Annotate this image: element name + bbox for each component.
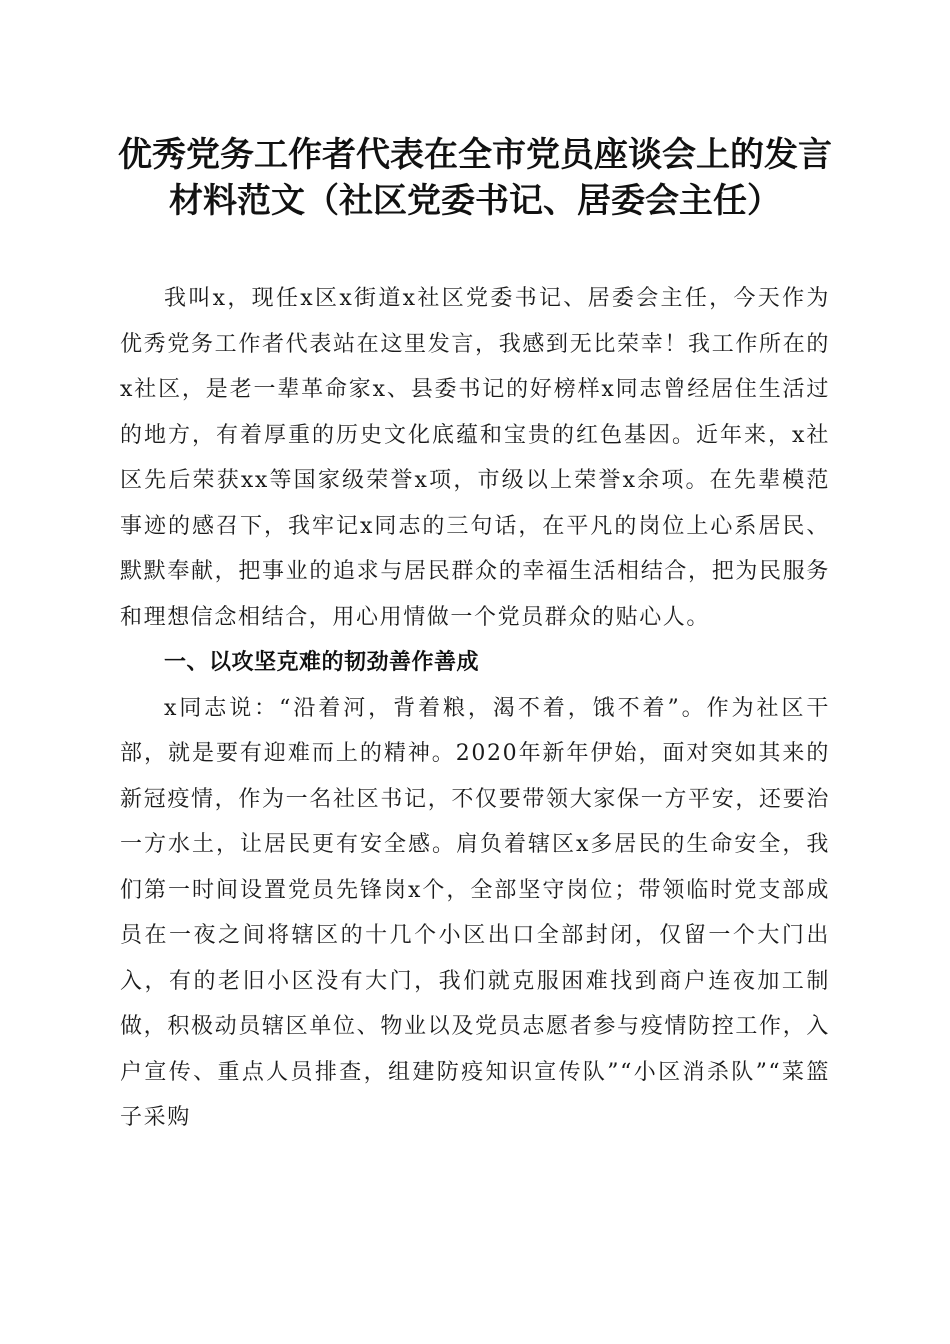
section-heading: 一、以攻坚克难的韧劲善作善成 — [164, 650, 480, 675]
section-paragraph: x同志说：“沿着河，背着粮，渴不着，饿不着”。作为社区干部，就是要有迎难而上的精神。2020年新年伊始，面对突如其来的新冠疫情，作为一名社区书记，不仅要带领大家保一方平安，还要治一方水土，让居民更有安全感。肩负着辖区x多居民的生命安全，我们第一时间设置党员先锋岗x个，全部坚守岗位；带领临时党支部成员在一夜之间将辖区的十几个小区出口全部封闭，仅留一个大门出入，有的老旧小区没有大门，我们就克服困难找到商户连夜加工制做，积极动员辖区单位、物业以及党员志愿者参与疫情防控工作，入户宣传、重点人员排查，组建防疫知识宣传队”“小区消杀队”“菜篮子采购 — [120, 695, 830, 1130]
document-title: 优秀党务工作者代表在全市党员座谈会上的发言材料范文（社区党委书记、居委会主任） — [118, 135, 832, 221]
document-body — [120, 276, 830, 1141]
intro-paragraph: 我叫x，现任x区x街道x社区党委书记、居委会主任，今天作为优秀党务工作者代表站在这里发言，我感到无比荣幸！我工作所在的x社区，是老一辈革命家x、县委书记的好榜样x同志曾经居住生活过的地方，有着厚重的历史文化底蕴和宝贵的红色基因。近年来，x社区先后荣获xx等国家级荣誉x项，市级以上荣誉x余项。在先辈模范事迹的感召下，我牢记x同志的三句话，在平凡的岗位上心系居民、默默奉献，把事业的追求与居民群众的幸福生活相结合，把为民服务和理想信念相结合，用心用情做一个党员群众的贴心人。 — [120, 286, 830, 630]
